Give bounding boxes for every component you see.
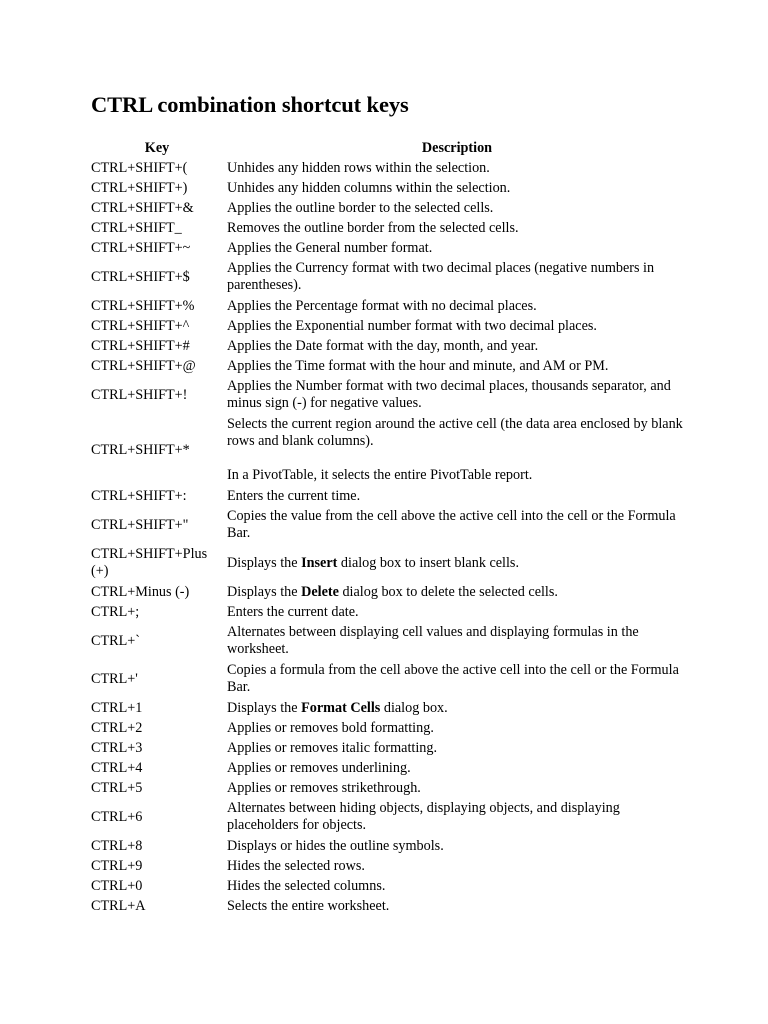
table-row xyxy=(89,238,689,258)
table-header-row xyxy=(89,138,689,158)
shortcut-key: CTRL+6 xyxy=(91,808,143,825)
page-title: CTRL combination shortcut keys xyxy=(91,92,409,117)
table-row xyxy=(89,376,689,414)
table-row xyxy=(89,296,689,316)
shortcut-description: Copies a formula from the cell above the active cell into the cell or the Formula Bar. xyxy=(227,662,679,695)
table-row xyxy=(89,856,689,876)
column-header-description: Description xyxy=(421,139,493,156)
shortcut-key: CTRL+A xyxy=(91,897,146,914)
table-row xyxy=(89,178,689,198)
shortcut-description: Unhides any hidden columns within the selection. xyxy=(227,179,511,196)
description-text: dialog box. xyxy=(380,699,448,716)
description-text: dialog box to insert blank cells. xyxy=(337,554,520,571)
shortcut-description xyxy=(225,582,689,602)
shortcut-description: Applies the Number format with two decimal places, thousands separator, and minus sign (-) for negative values. xyxy=(227,378,671,411)
shortcut-key: CTRL+5 xyxy=(91,779,143,796)
dialog-name: Format Cells xyxy=(301,699,381,716)
table-row xyxy=(89,602,689,622)
shortcut-key: CTRL+Minus (-) xyxy=(91,583,190,600)
shortcut-description: Applies or removes underlining. xyxy=(227,759,411,776)
table-row xyxy=(89,758,689,778)
shortcut-description xyxy=(225,414,689,486)
shortcut-key: CTRL+SHIFT+% xyxy=(91,297,195,314)
shortcut-key: CTRL+SHIFT+# xyxy=(91,337,190,354)
shortcut-description xyxy=(225,544,689,582)
shortcut-key: CTRL+` xyxy=(91,632,140,649)
shortcut-table xyxy=(89,138,689,916)
table-row xyxy=(89,316,689,336)
table-row xyxy=(89,544,689,582)
shortcut-description: Enters the current time. xyxy=(227,487,361,504)
table-row xyxy=(89,836,689,856)
shortcut-description: Displays or hides the outline symbols. xyxy=(227,837,444,854)
shortcut-key: CTRL+SHIFT+! xyxy=(91,386,188,403)
table-row xyxy=(89,198,689,218)
shortcut-description: Applies the Date format with the day, month, and year. xyxy=(227,337,539,354)
table-row xyxy=(89,336,689,356)
table-row xyxy=(89,778,689,798)
shortcut-key: CTRL+9 xyxy=(91,857,143,874)
shortcut-description: Applies or removes italic formatting. xyxy=(227,739,437,756)
table-row xyxy=(89,218,689,238)
shortcut-description xyxy=(225,698,689,718)
shortcut-key: CTRL+4 xyxy=(91,759,143,776)
shortcut-description: Applies the Time format with the hour and minute, and AM or PM. xyxy=(227,357,609,374)
shortcut-description: Alternates between hiding objects, displaying objects, and displaying placeholders for objects. xyxy=(227,800,620,833)
shortcut-description: Applies or removes strikethrough. xyxy=(227,779,421,796)
shortcut-description: Applies or removes bold formatting. xyxy=(227,719,434,736)
shortcut-key: CTRL+2 xyxy=(91,719,143,736)
shortcut-key: CTRL+SHIFT+* xyxy=(91,441,190,458)
table-row xyxy=(89,506,689,544)
shortcut-key: CTRL+' xyxy=(91,670,138,687)
table-row xyxy=(89,876,689,896)
description-paragraph: Selects the current region around the active cell (the data area enclosed by blank rows and blank columns). xyxy=(227,416,683,449)
description-text: dialog box to delete the selected cells. xyxy=(338,583,558,600)
shortcut-description: Selects the entire worksheet. xyxy=(227,897,390,914)
description-text: Displays the xyxy=(227,583,302,600)
description-text: Displays the xyxy=(227,554,302,571)
shortcut-description: Hides the selected columns. xyxy=(227,877,386,894)
shortcut-key: CTRL+SHIFT+$ xyxy=(91,268,190,285)
shortcut-key: CTRL+SHIFT+^ xyxy=(91,317,190,334)
shortcut-key: CTRL+SHIFT+~ xyxy=(91,239,191,256)
shortcut-description: Copies the value from the cell above the active cell into the cell or the Formula Bar. xyxy=(227,508,676,541)
column-header-key: Key xyxy=(144,139,170,156)
table-row xyxy=(89,896,689,916)
table-row xyxy=(89,158,689,178)
shortcut-key: CTRL+8 xyxy=(91,837,143,854)
shortcut-description: Hides the selected rows. xyxy=(227,857,365,874)
dialog-name: Delete xyxy=(301,583,339,600)
shortcut-key: CTRL+SHIFT+& xyxy=(91,199,194,216)
table-row xyxy=(89,698,689,718)
shortcut-key: CTRL+SHIFT_ xyxy=(91,219,182,236)
dialog-name: Insert xyxy=(301,554,338,571)
shortcut-key: CTRL+SHIFT+" xyxy=(91,516,189,533)
shortcut-key: CTRL+1 xyxy=(91,699,143,716)
shortcut-key: CTRL+SHIFT+) xyxy=(91,179,188,196)
shortcut-description: Applies the Percentage format with no decimal places. xyxy=(227,297,537,314)
table-row xyxy=(89,718,689,738)
shortcut-description: Applies the Currency format with two decimal places (negative numbers in parentheses). xyxy=(227,260,655,293)
shortcut-key: CTRL+SHIFT+Plus (+) xyxy=(91,546,208,579)
shortcut-description: Applies the General number format. xyxy=(227,239,433,256)
table-row xyxy=(89,660,689,698)
shortcut-key: CTRL+; xyxy=(91,603,140,620)
table-row xyxy=(89,356,689,376)
shortcut-key: CTRL+SHIFT+: xyxy=(91,487,187,504)
shortcut-description: Applies the Exponential number format with two decimal places. xyxy=(227,317,597,334)
shortcut-key: CTRL+SHIFT+@ xyxy=(91,357,196,374)
shortcut-description: Applies the outline border to the selected cells. xyxy=(227,199,494,216)
shortcut-key: CTRL+SHIFT+( xyxy=(91,159,188,176)
table-row xyxy=(89,582,689,602)
table-row xyxy=(89,486,689,506)
shortcut-key: CTRL+3 xyxy=(91,739,143,756)
shortcut-key: CTRL+0 xyxy=(91,877,143,894)
table-row xyxy=(89,258,689,296)
shortcut-description: Removes the outline border from the selected cells. xyxy=(227,219,519,236)
table-row xyxy=(89,738,689,758)
shortcut-description: Unhides any hidden rows within the selection. xyxy=(227,159,490,176)
table-row xyxy=(89,622,689,660)
table-row xyxy=(89,414,689,486)
table-row xyxy=(89,798,689,836)
description-text: Displays the xyxy=(227,699,302,716)
description-paragraph: In a PivotTable, it selects the entire PivotTable report. xyxy=(227,467,533,483)
shortcut-description: Alternates between displaying cell values and displaying formulas in the worksheet. xyxy=(227,624,639,657)
shortcut-description: Enters the current date. xyxy=(227,603,359,620)
